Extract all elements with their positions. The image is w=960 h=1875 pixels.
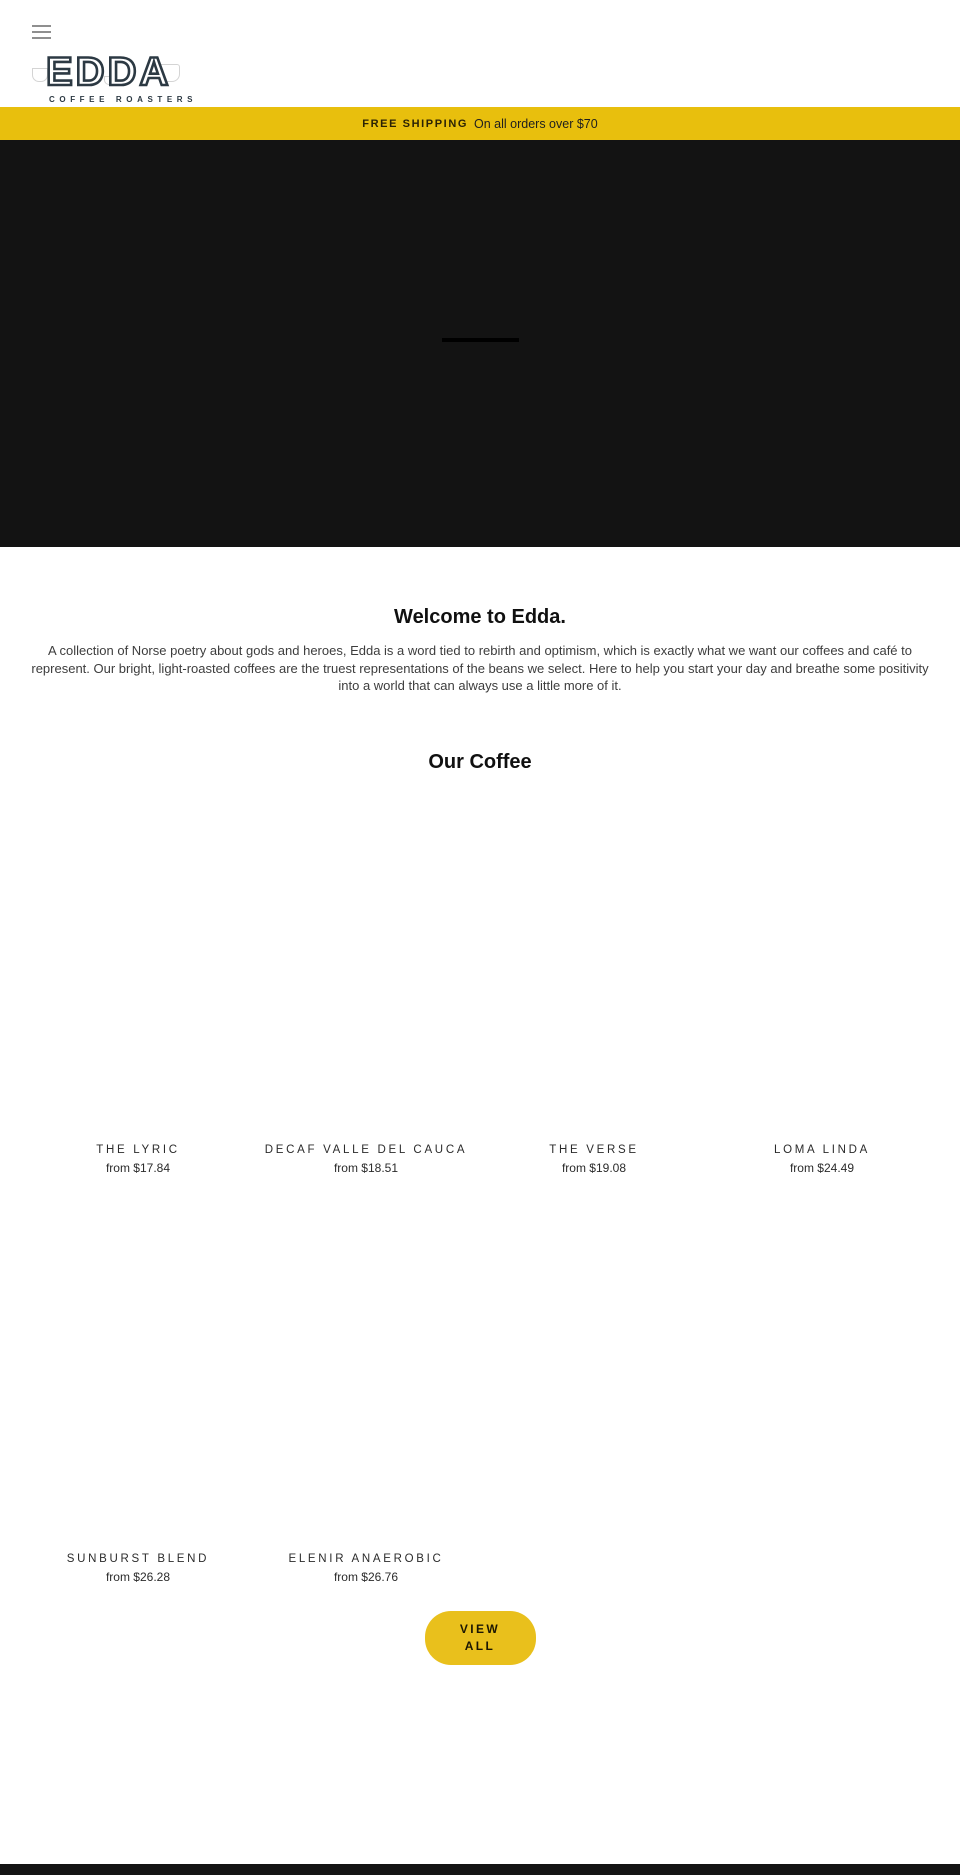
footer-section-top xyxy=(0,1864,960,1875)
hamburger-icon xyxy=(32,37,51,39)
product-card[interactable] xyxy=(36,789,240,1176)
product-grid xyxy=(36,789,924,1585)
product-title: THE LYRIC xyxy=(96,1143,180,1156)
product-card[interactable] xyxy=(264,1198,468,1585)
hamburger-menu-button[interactable] xyxy=(32,24,54,40)
hamburger-icon xyxy=(32,25,51,27)
view-all-label-line2: ALL xyxy=(464,1638,496,1653)
site-header xyxy=(0,0,960,107)
product-price: from $18.51 xyxy=(333,1160,399,1175)
product-image-placeholder xyxy=(720,789,924,1134)
logo-subtext: COFFEE ROASTERS xyxy=(49,95,198,104)
product-title: ELENIR ANAEROBIC xyxy=(288,1552,444,1565)
product-image-placeholder xyxy=(264,789,468,1134)
coffee-section xyxy=(0,751,960,1665)
coffee-section-heading: Our Coffee xyxy=(428,750,532,773)
product-image-placeholder xyxy=(36,1198,240,1543)
product-price: from $26.28 xyxy=(105,1569,171,1584)
logo-wordmark: EDDA xyxy=(46,50,172,94)
product-price: from $24.49 xyxy=(789,1160,855,1175)
hero-media xyxy=(0,140,960,547)
product-title: LOMA LINDA xyxy=(773,1143,871,1156)
product-image-placeholder xyxy=(264,1198,468,1543)
hamburger-icon xyxy=(32,31,51,33)
product-image-placeholder xyxy=(492,789,696,1134)
product-price: from $19.08 xyxy=(561,1160,627,1175)
welcome-body-text: A collection of Norse poetry about gods and heroes, Edda is a word tied to rebirth and optimism, which is exactly what we want our coffees and café to represent. Our bright, light-roasted coffees are the truest representations of the beans we select. Here to help you start your day and breathe some positivity into a world that can always use a little more of it. xyxy=(31,643,929,693)
product-image-placeholder xyxy=(36,789,240,1134)
product-price: from $17.84 xyxy=(105,1160,171,1175)
product-card[interactable] xyxy=(492,789,696,1176)
announcement-message: On all orders over $70 xyxy=(474,116,598,131)
welcome-section xyxy=(0,606,960,695)
announcement-bar xyxy=(0,107,960,140)
product-card[interactable] xyxy=(720,789,924,1176)
product-card[interactable] xyxy=(264,789,468,1176)
product-title: THE VERSE xyxy=(549,1143,639,1156)
view-all-label-line1: VIEW xyxy=(459,1621,501,1636)
hero-divider-line xyxy=(442,338,519,342)
product-price: from $26.76 xyxy=(333,1569,399,1584)
announcement-highlight: FREE SHIPPING xyxy=(362,117,469,130)
view-all-button[interactable] xyxy=(425,1611,536,1665)
product-card[interactable] xyxy=(36,1198,240,1585)
product-title: DECAF VALLE DEL CAUCA xyxy=(264,1143,468,1156)
welcome-heading: Welcome to Edda. xyxy=(394,606,566,628)
logo[interactable] xyxy=(46,52,197,104)
product-title: SUNBURST BLEND xyxy=(66,1552,210,1565)
